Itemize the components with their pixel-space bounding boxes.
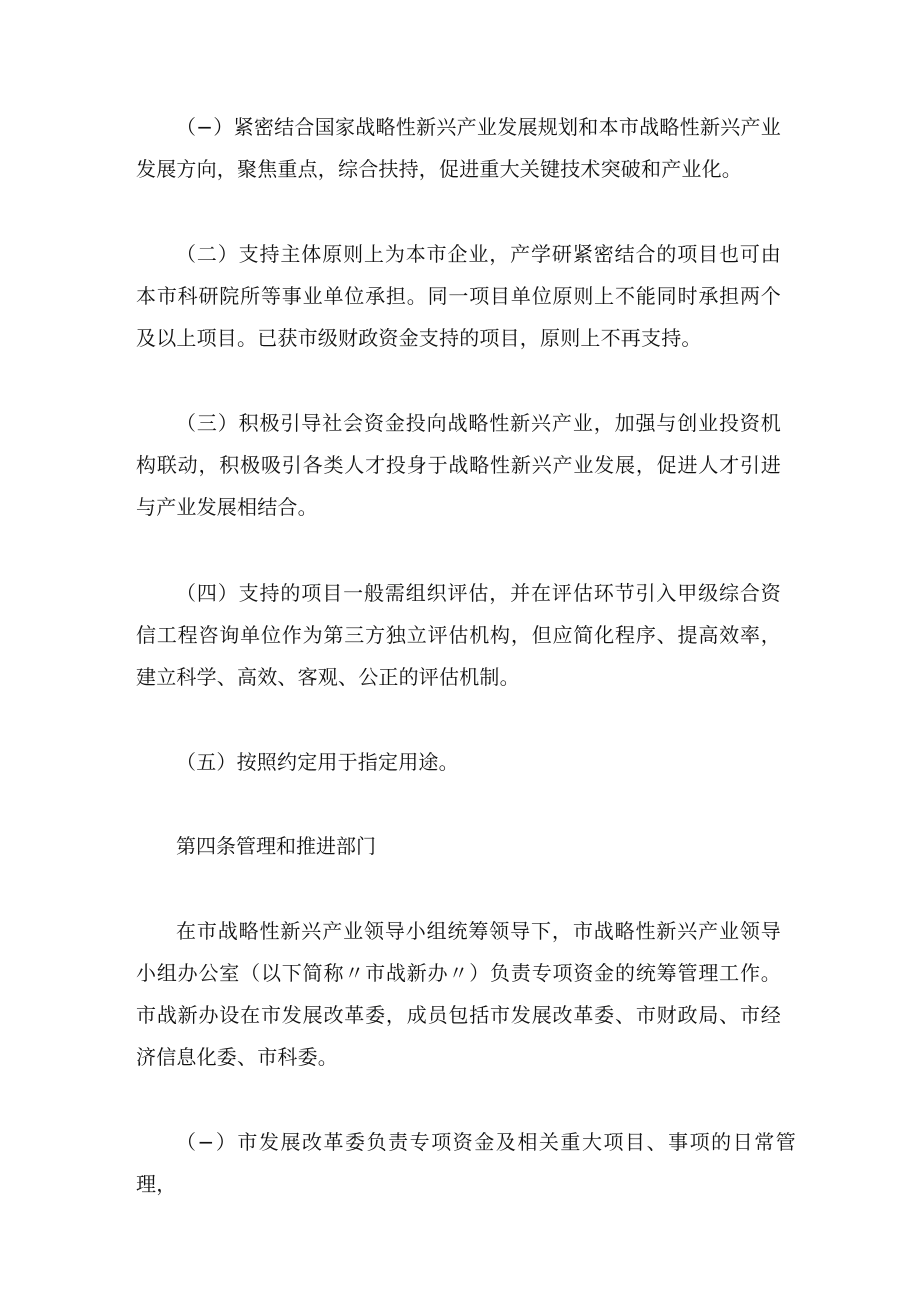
paragraph-2: （二）支持主体原则上为本市企业，产学研紧密结合的项目也可由本市科研院所等事业单位承担。同一项目单位原则上不能同时承担两个及以上项目。已获市级财政资金支持的项目，原则上不再支持。: [136, 242, 781, 350]
last-paragraph: （−）市发展改革委负责专项资金及相关重大项目、事项的日常管理，: [136, 1130, 796, 1196]
paragraph-3: （三）积极引导社会资金投向战略性新兴产业，加强与创业投资机构联动，积极吸引各类人才投身于战略性新兴产业发展，促进人才引进与产业发展相结合。: [136, 411, 781, 519]
paragraph-after-heading: 在市战略性新兴产业领导小组统筹领导下，市战略性新兴产业领导小组办公室（以下简称〃市战新办〃）负责专项资金的统筹管理工作。市战新办设在市发展改革委，成员包括市发展改革委、市财政局、市经济信息化委、市科委。: [136, 919, 781, 1069]
section-heading: 第四条管理和推进部门: [176, 834, 376, 858]
paragraph-5: （五）按照约定用于指定用途。: [176, 750, 459, 774]
paragraph-1: （−）紧密结合国家战略性新兴产业发展规划和本市战略性新兴产业发展方向，聚焦重点，综合扶持，促进重大关键技术突破和产业化。: [136, 115, 781, 181]
paragraph-4: （四）支持的项目一般需组织评估，并在评估环节引入甲级综合资信工程咨询单位作为第三方独立评估机构，但应简化程序、提高效率，建立科学、高效、客观、公正的评估机制。: [136, 581, 781, 689]
